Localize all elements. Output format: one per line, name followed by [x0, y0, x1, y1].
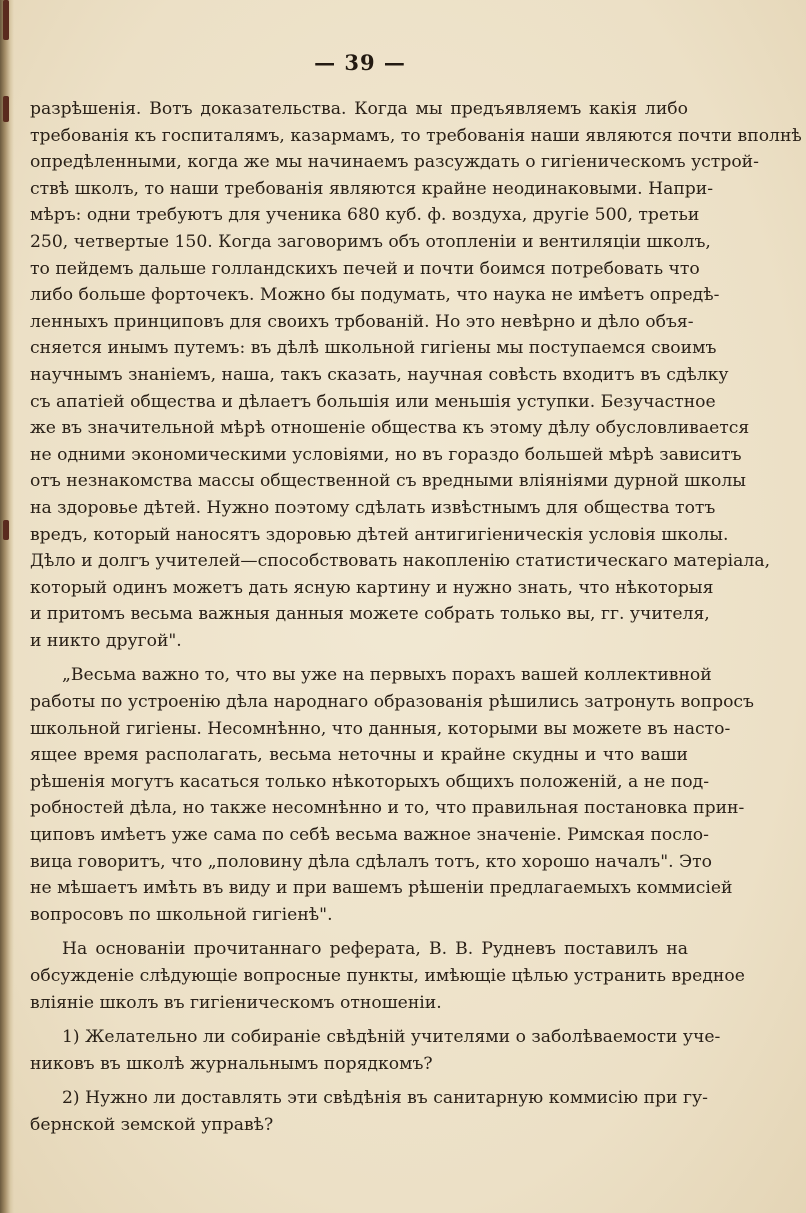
text-line: бернской земской управѣ? — [30, 1114, 274, 1135]
paragraph-gap — [30, 928, 688, 936]
text-line: обсужденіе слѣдующіе вопросные пункты, имѣющіе цѣлью устранить вредное — [30, 966, 745, 986]
text-line: никовъ въ школѣ журнальнымъ порядкомъ? — [30, 1053, 433, 1074]
text-line: школьной гигіены. Несомнѣнно, что данныя, которыми вы можете въ насто- — [30, 718, 731, 739]
text-line: то пейдемъ дальше голландскихъ печей и почти боимся потребовать что — [30, 258, 700, 279]
text-line: и притомъ весьма важныя данныя можете собрать только вы, гг. учителя, — [30, 604, 710, 625]
text-line: Дѣло и долгъ учителей—способствовать накопленію статистическаго матеріала, — [30, 551, 771, 572]
text-line: на здоровье дѣтей. Нужно поэтому сдѣлать извѣстнымъ для общества тотъ — [30, 497, 716, 518]
text-line: вопросовъ по школьной гигіенѣ". — [30, 904, 333, 925]
text-line: отъ незнакомства массы общественной съ вредными вліяніями дурной школы — [30, 471, 746, 492]
text-line: 250, четвертые 150. Когда заговоримъ объ отопленіи и вентиляціи школъ, — [30, 231, 711, 252]
text-line: вредъ, который наносятъ здоровью дѣтей антигигіеническія условія школы. — [30, 524, 729, 545]
body-text — [30, 96, 802, 1139]
text-line: вица говоритъ, что „половину дѣла сдѣлалъ тотъ, кто хорошо началъ". Это — [30, 851, 713, 872]
text-line: вліяніе школъ въ гигіеническомъ отношеніи. — [30, 992, 442, 1013]
text-line: ленныхъ принциповъ для своихъ трбованій. Но это невѣрно и дѣло объя- — [30, 311, 694, 332]
text-line: либо больше форточекъ. Можно бы подумать, что наука не имѣетъ опредѣ- — [30, 285, 720, 306]
spine-mark — [3, 0, 9, 40]
text-line: же въ значительной мѣрѣ отношеніе общества къ этому дѣлу обусловливается — [30, 418, 750, 439]
text-line: мѣръ: одни требуютъ для ученика 680 куб. ф. воздуха, другіе 500, третьи — [30, 205, 700, 226]
text-line: робностей дѣла, но также несомнѣнно и то, что правильная постановка прин- — [30, 798, 745, 819]
text-line: научнымъ знаніемъ, наша, такъ сказать, научная совѣсть входитъ въ сдѣлку — [30, 364, 729, 385]
text-line: „Весьма важно то, что вы уже на первыхъ порахъ вашей коллективной — [62, 665, 712, 686]
spine-mark — [3, 96, 9, 122]
text-line: циповъ имѣетъ уже сама по себѣ весьма важное значеніе. Римская посло- — [30, 825, 709, 846]
paragraph — [30, 662, 754, 928]
text-line: не мѣшаетъ имѣть въ виду и при вашемъ рѣшеніи предлагаемыхъ коммисіей — [30, 878, 733, 899]
book-spine-shadow — [0, 0, 14, 1213]
text-line: который одинъ можетъ дать ясную картину и нужно знать, что нѣкоторыя — [30, 577, 714, 598]
paragraph — [30, 1024, 721, 1077]
text-line: опредѣленными, когда же мы начинаемъ разсуждать о гигіеническомъ устрой- — [30, 152, 759, 173]
text-line: На основаніи прочитаннаго реферата, В. В. Рудневъ поставилъ на — [62, 939, 688, 960]
paragraph-gap — [30, 1077, 688, 1085]
text-line: требованія къ госпиталямъ, казармамъ, то требованія наши являются почти вполнѣ — [30, 125, 802, 146]
text-line: ящее время располагать, весьма неточны и крайне скудны и что ваши — [30, 745, 688, 766]
paragraph — [30, 96, 802, 654]
text-line: и никто другой". — [30, 630, 182, 651]
text-line: сняется инымъ путемъ: въ дѣлѣ школьной гигіены мы поступаемся своимъ — [30, 338, 717, 359]
paragraph-gap — [30, 654, 688, 662]
page-number: — 39 — — [314, 50, 406, 75]
text-line: съ апатіей общества и дѣлаетъ большія или меньшія уступки. Безучастное — [30, 391, 716, 412]
text-line: не одними экономическими условіями, но въ гораздо большей мѣрѣ зависитъ — [30, 444, 742, 465]
paragraph — [30, 936, 745, 1016]
text-line: разрѣшенія. Вотъ доказательства. Когда мы предъявляемъ какія либо — [30, 99, 688, 119]
paragraph-gap — [30, 1016, 688, 1024]
spine-mark — [3, 520, 9, 540]
text-line: 1) Желательно ли собираніе свѣдѣній учителями о заболѣваемости уче- — [62, 1027, 721, 1048]
paragraph — [30, 1085, 708, 1138]
text-line: 2) Нужно ли доставлять эти свѣдѣнія въ санитарную коммисію при гу- — [62, 1088, 708, 1109]
text-line: рѣшенія могутъ касаться только нѣкоторыхъ общихъ положеній, а не под- — [30, 771, 710, 792]
text-line: работы по устроенію дѣла народнаго образованія рѣшились затронуть вопросъ — [30, 692, 754, 713]
text-line: ствѣ школъ, то наши требованія являются крайне неодинаковыми. Напри- — [30, 178, 714, 199]
